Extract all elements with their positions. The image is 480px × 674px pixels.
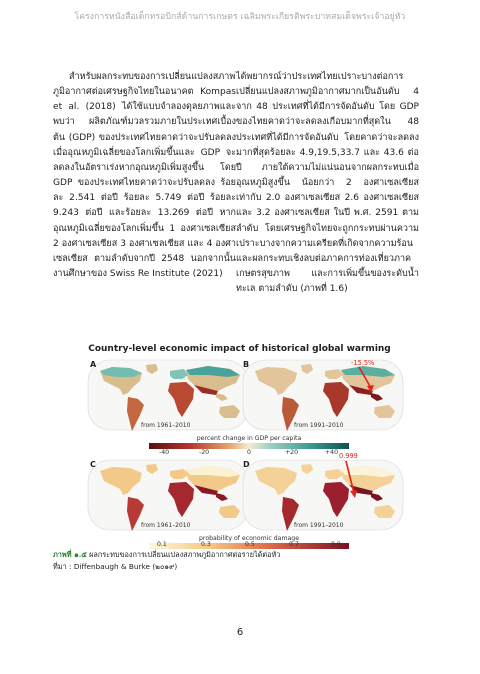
gdp-tick: 0: [247, 449, 251, 456]
figure-caption: [53, 549, 426, 573]
gdp-tick: -40: [159, 449, 170, 456]
damage-tick: 0.3: [201, 541, 211, 548]
gdp-legend-ticks: [149, 449, 349, 458]
damage-tick: 0.7: [289, 541, 299, 548]
page-number: 6: [236, 627, 244, 638]
figure-economic-impact: [53, 344, 426, 549]
panel-c-period: from 1961–2010: [141, 522, 191, 529]
right-column-text: ได้พยากรณ์ว่าประเทศไทยเปราะบางต่อการเปลี่ยนแปลงสภาพภูมิอากาศมากเป็นอันดับ 4 จาก 48 ประเทศที่ได้มีการจัดอันดับ โดย GDP ของไทยคาดว่าจะลดลงเกือบมากที่สุดใน 48 ประเทศที่ได้มีการจัดอันดับ โดยคาดว่าจะลดลงมากที่สุดร้อยละ 4.9,19.5,33.7 และ 43.6 ต่อปี ภายใต้ความไม่แน่นอนจากผลกระทบเมื่ออุณหภูมิสูงขึ้น น้อยกว่า 2 องศาเซลเซียส เท่ากับ 2.0 องศาเซลเซียส 2.6 องศาเซลเซียส และ 3.2 องศาเซลเซียส ในปี พ.ศ. 2591 ตามลำดับ โดยเศรษฐกิจไทยจะถูกกระทบผ่านความเปราะบางจากความเครียดที่เกิดจากความร้อน และผลกระทบเชิงลบต่อภาคการท่องเที่ยวภาคเกษตรสุขภาพ และการเพิ่มขึ้นของระดับน้ำทะเล ตามลำดับ (ภาพที่ 1.6): [236, 72, 419, 295]
damage-legend-title: probability of economic damage: [199, 535, 299, 542]
gdp-legend-title: percent change in GDP per capita: [196, 435, 302, 442]
damage-tick: 0.5: [245, 541, 255, 548]
running-header: โครงการหนังสือเด็กทรอบิกส์ด้านการเกษตร เฉลิมพระเกียรติพระบาทสมเด็จพระเจ้าอยู่หัว: [74, 12, 406, 22]
caption-text: ผลกระทบของการเปลี่ยนแปลงสภาพภูมิอากาศต่อรายได้ต่อหัว: [89, 550, 281, 559]
damage-legend-ticks: [149, 541, 349, 549]
figure-title: Country-level economic impact of historical global warming: [88, 344, 391, 354]
panel-d-label: D: [243, 460, 250, 469]
annotation-b-value: -15.5%: [351, 359, 375, 367]
panel-a-period: from 1961–2010: [141, 422, 191, 429]
left-column-text: สำหรับผลกระทบของการเปลี่ยนแปลงสภาพภูมิอากาศต่อเศรษฐกิจไทยในอนาคต Kompas et al. (2018) ได้ใช้แบบจำลองดุลยภาพและพบว่า ผลิตภัณฑ์มวลรวมภายในประเทศเบื้องต้น (GDP) ของประเทศไทยคาดว่าจะปรับลดลงเมื่ออุณหภูมิเฉลี่ยของโลกเพิ่มขึ้นและ GDP จะลดลงในอัตราเร่งหากอุณหภูมิเพิ่มสูงขึ้น โดย GDP ของประเทศไทยคาดว่าจะปรับลดลง ร้อยละ 2.541 ต่อปี ร้อยละ 5.749 ต่อปี ร้อยละ 9.243 ต่อปี และร้อยละ 13.269 ต่อปี หากอุณหภูมิเฉลี่ยของโลกเพิ่มขึ้น 1 องศาเซลเซียส 2 องศาเซลเซียส 3 องศาเซลเซียส และ 4 องศาเซลเซียส ตามลำดับจากปี 2548 นอกจากนั้น งานศึกษาของ Swiss Re Institute (2021): [53, 72, 236, 280]
gdp-tick: +40: [325, 449, 339, 456]
damage-tick: 0.9: [331, 541, 341, 548]
caption-source: ที่มา : Diffenbaugh & Burke (๒๐๑๙): [53, 562, 178, 571]
panel-b-label: B: [243, 360, 250, 369]
panel-d-period: from 1991–2010: [294, 522, 344, 529]
caption-label: ภาพที่ ๑.๕: [53, 550, 87, 559]
panel-c-label: C: [90, 460, 96, 469]
panel-b-period: from 1991–2010: [294, 422, 344, 429]
gdp-tick: -20: [199, 449, 210, 456]
gdp-tick: +20: [285, 449, 299, 456]
panel-a-label: A: [90, 360, 97, 369]
annotation-d-value: 0.999: [339, 452, 358, 460]
damage-tick: 0.1: [157, 541, 167, 548]
figure-graphic: [53, 344, 426, 549]
